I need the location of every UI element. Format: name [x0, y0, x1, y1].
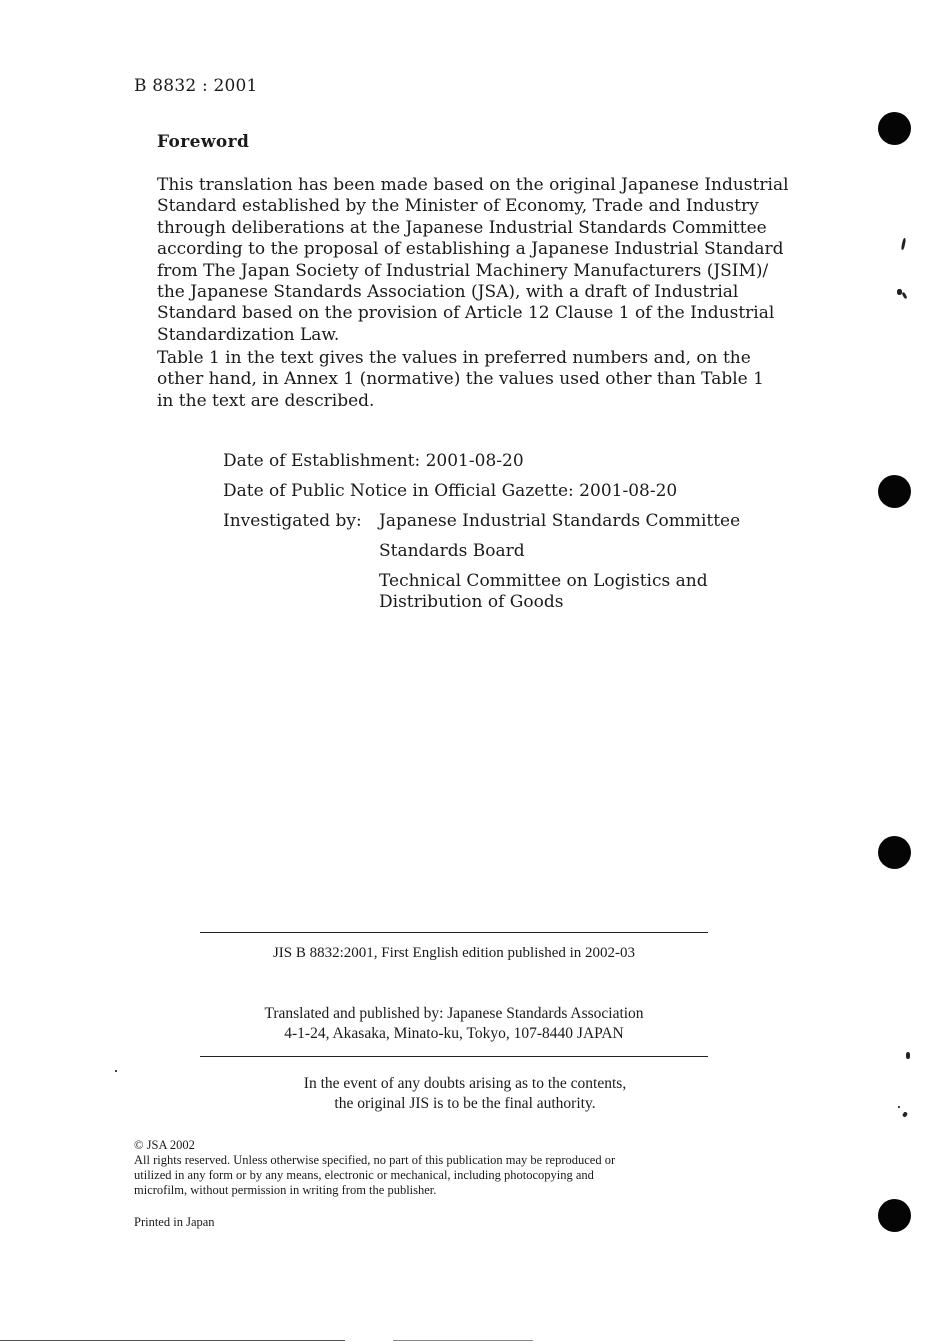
paragraph-line: in the text are described. — [157, 390, 375, 411]
standards-board: Standards Board — [379, 541, 525, 561]
technical-committee-line: Distribution of Goods — [379, 592, 564, 613]
scan-edge-line — [0, 1340, 345, 1341]
publisher-address: 4-1-24, Akasaka, Minato-ku, Tokyo, 107-8440 JAPAN — [284, 1025, 624, 1042]
paragraph-line: other hand, in Annex 1 (normative) the values used other than Table 1 — [157, 369, 764, 390]
copyright-block — [134, 1138, 774, 1198]
scan-speck — [906, 1052, 910, 1059]
scan-speck — [901, 292, 907, 300]
punch-hole — [878, 475, 911, 508]
scan-edge-line — [393, 1340, 533, 1341]
date-of-public-notice: Date of Public Notice in Official Gazette: 2001-08-20 — [223, 481, 678, 501]
edition-statement: JIS B 8832:2001, First English edition published in 2002-03 — [272, 945, 636, 961]
paragraph-line: from The Japan Society of Industrial Machinery Manufacturers (JSIM)/ — [157, 260, 769, 281]
paragraph-line: This translation has been made based on the original Japanese Industrial — [157, 175, 789, 195]
foreword-paragraph-2 — [157, 348, 777, 412]
punch-hole — [878, 1199, 911, 1232]
publisher-line: Translated and published by: Japanese Standards Association — [264, 1005, 644, 1022]
punch-hole — [878, 836, 911, 869]
divider-top — [200, 932, 708, 933]
scan-speck — [115, 1070, 117, 1072]
investigated-by-label: Investigated by: — [223, 511, 362, 531]
investigating-committee: Japanese Industrial Standards Committee — [379, 511, 741, 531]
technical-committee — [379, 571, 708, 614]
paragraph-line: Standard based on the provision of Article 12 Clause 1 of the Industrial — [157, 303, 775, 324]
rights-line: utilized in any form or by any means, electronic or mechanical, including photocopying and — [134, 1168, 594, 1182]
authority-notice — [0, 1074, 930, 1114]
paragraph-line: Standardization Law. — [157, 324, 340, 345]
paragraph-line: the Japanese Standards Association (JSA), with a draft of Industrial — [157, 282, 739, 303]
foreword-heading: Foreword — [157, 132, 250, 152]
printed-in: Printed in Japan — [134, 1215, 215, 1229]
technical-committee-line: Technical Committee on Logistics and — [379, 571, 708, 591]
copyright-notice: © JSA 2002 — [134, 1138, 195, 1152]
scan-speck — [898, 1106, 900, 1108]
rights-line: microfilm, without permission in writing from the publisher. — [134, 1183, 437, 1197]
document-id: B 8832 : 2001 — [134, 76, 258, 96]
publisher-info — [0, 1004, 908, 1044]
paragraph-line: Table 1 in the text gives the values in preferred numbers and, on the — [157, 348, 751, 368]
date-of-establishment: Date of Establishment: 2001-08-20 — [223, 451, 524, 471]
punch-hole — [878, 112, 911, 145]
paragraph-line: according to the proposal of establishing a Japanese Industrial Standard — [157, 239, 784, 260]
divider-bottom — [200, 1056, 708, 1057]
authority-line: the original JIS is to be the final authority. — [334, 1095, 596, 1112]
scan-speck — [901, 238, 906, 250]
paragraph-line: Standard established by the Minister of Economy, Trade and Industry — [157, 196, 759, 217]
paragraph-line: through deliberations at the Japanese Industrial Standards Committee — [157, 217, 767, 238]
foreword-paragraph-1 — [157, 175, 789, 346]
authority-line: In the event of any doubts arising as to the contents, — [303, 1075, 627, 1092]
rights-line: All rights reserved. Unless otherwise specified, no part of this publication may be reproduced or — [134, 1153, 616, 1167]
scan-speck — [902, 1111, 908, 1117]
